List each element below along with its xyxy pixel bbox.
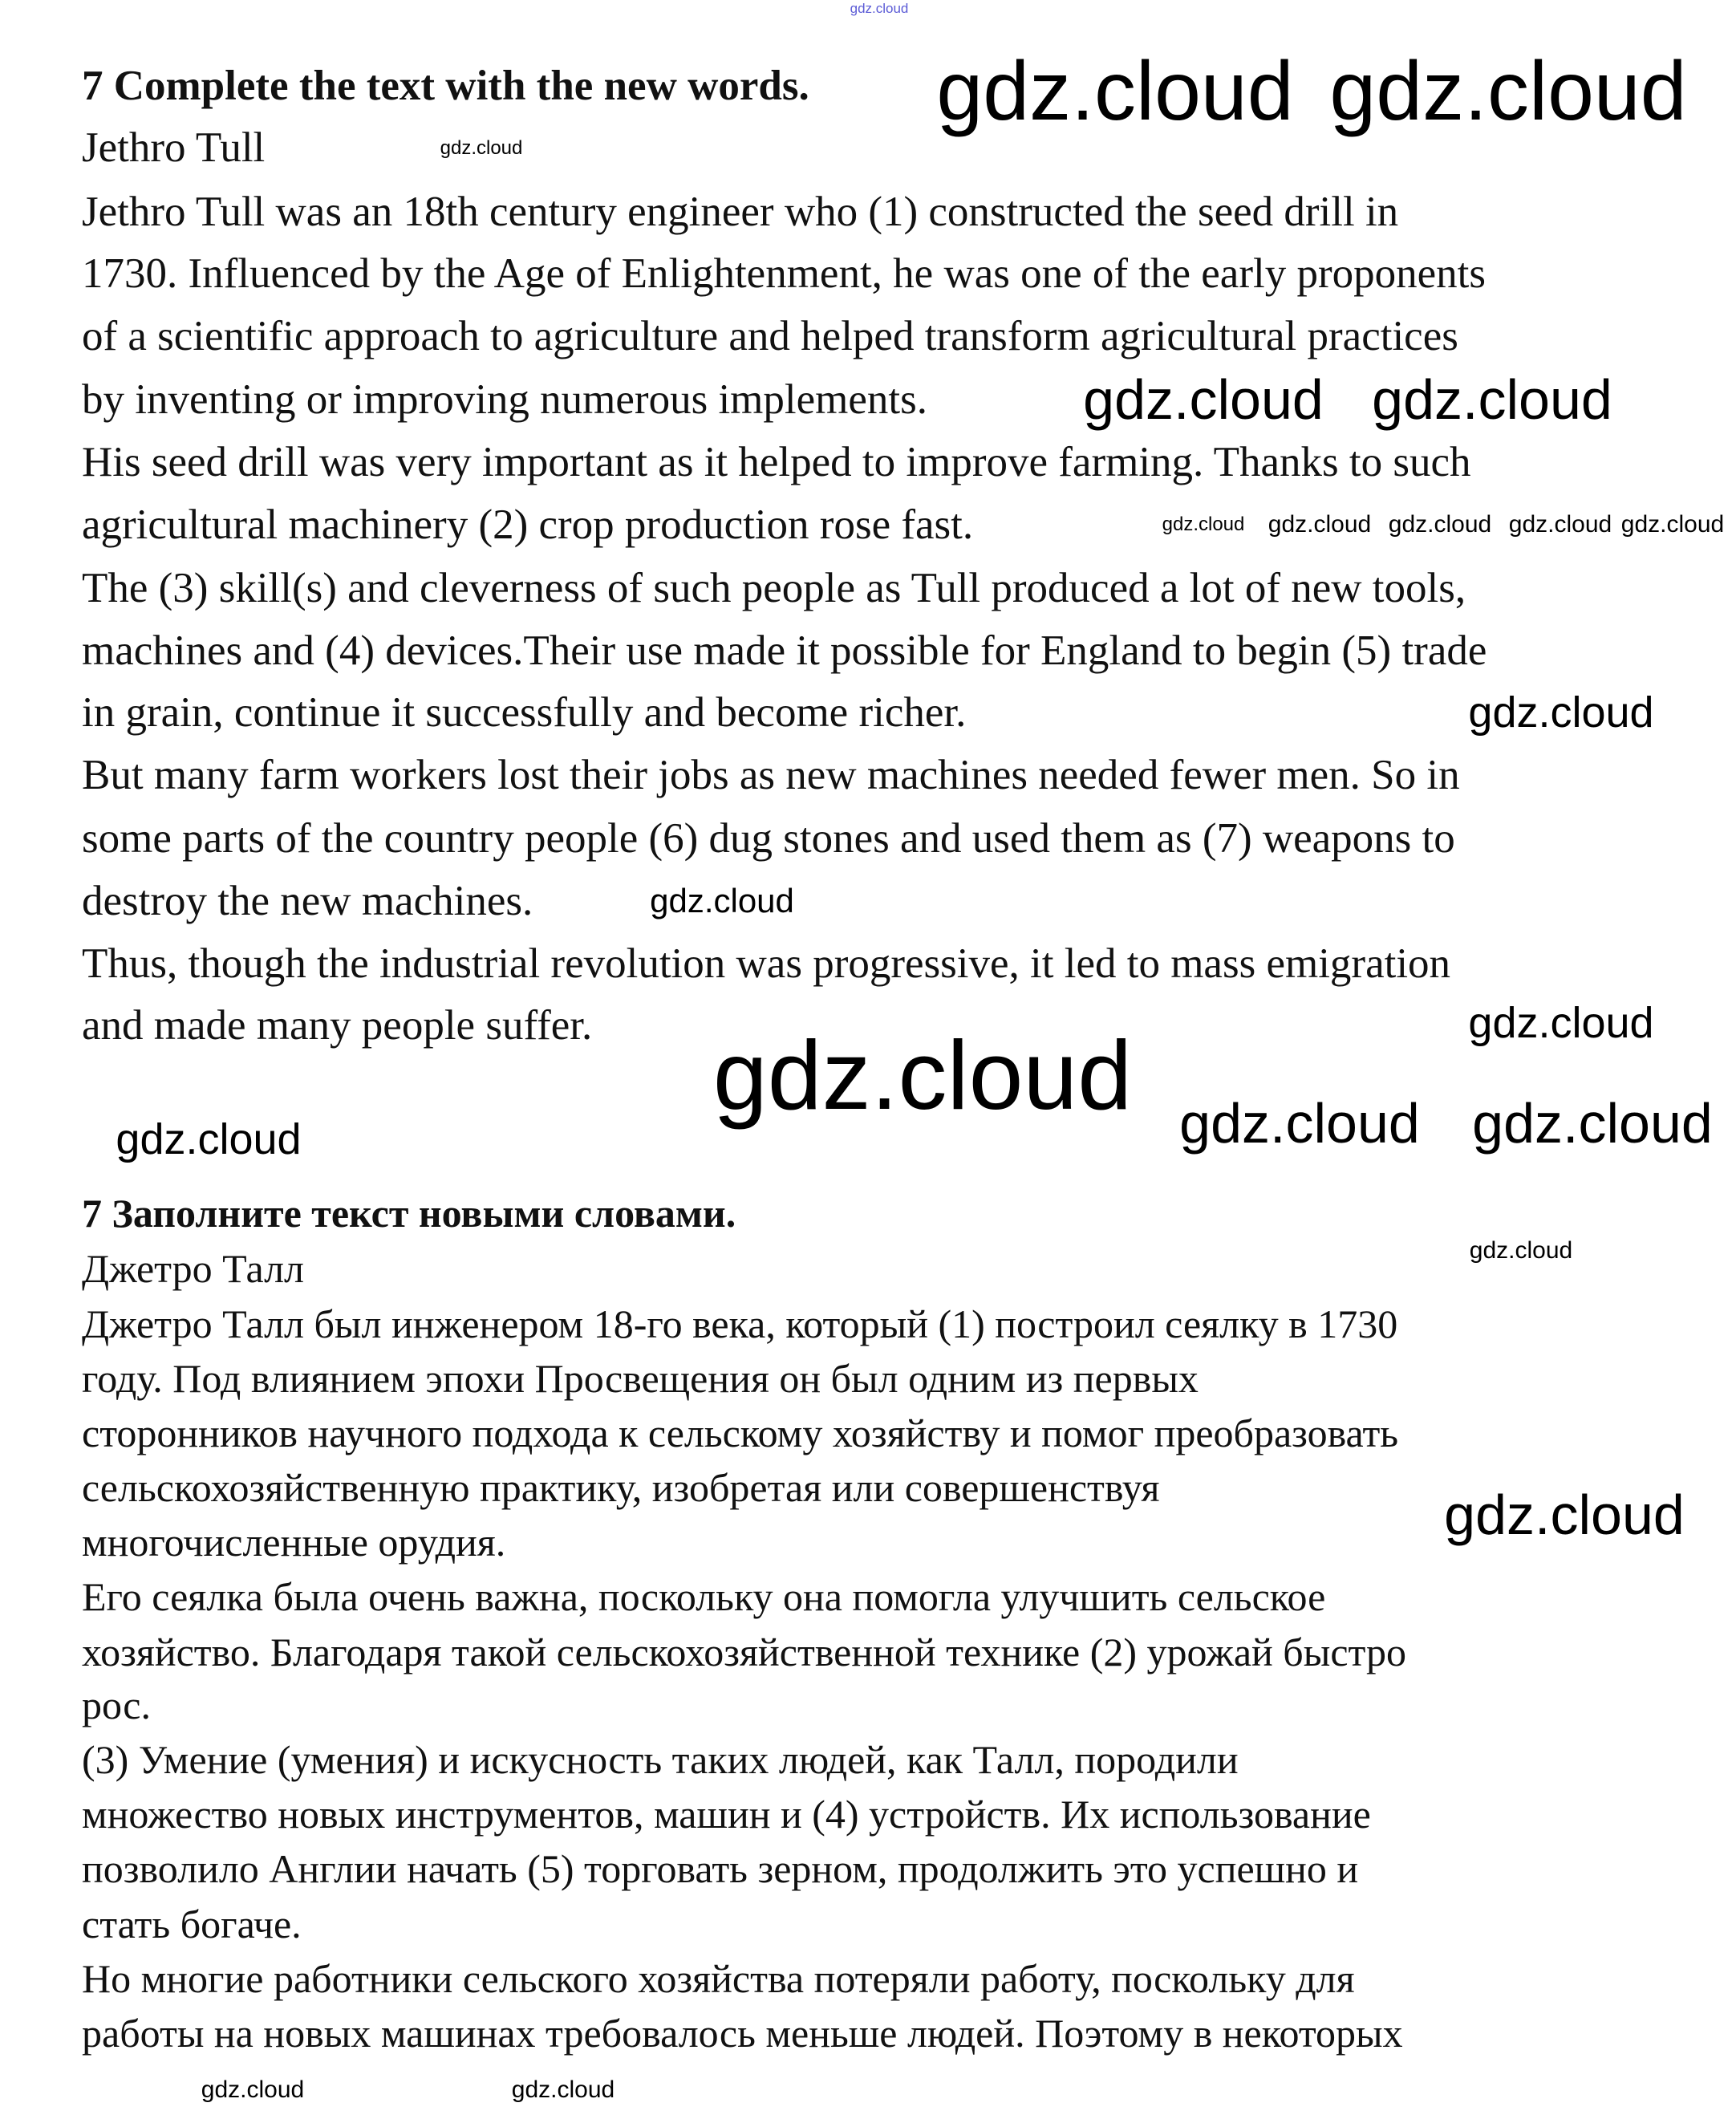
watermark: gdz.cloud bbox=[201, 2076, 305, 2103]
watermark: gdz.cloud bbox=[1444, 1483, 1685, 1546]
text-line: agricultural machinery (2) crop production rose fast. bbox=[82, 501, 974, 548]
text-line: позволило Англии начать (5) торговать зерном, продолжить это успешно и bbox=[82, 1846, 1359, 1891]
text-subtitle-en: Jethro Tull bbox=[82, 124, 266, 171]
watermark: gdz.cloud bbox=[1329, 45, 1687, 139]
watermark: gdz.cloud bbox=[712, 1020, 1133, 1130]
text-subtitle-ru: Джетро Талл bbox=[82, 1246, 304, 1291]
text-line: хозяйство. Благодаря такой сельскохозяйственной технике (2) урожай быстро bbox=[82, 1630, 1406, 1674]
text-line: of a scientific approach to agriculture and helped transform agricultural practices bbox=[82, 313, 1458, 359]
watermark: gdz.cloud bbox=[650, 881, 794, 919]
watermark: gdz.cloud bbox=[116, 1114, 302, 1163]
watermark: gdz.cloud bbox=[1372, 367, 1612, 431]
text-line: The (3) skill(s) and cleverness of such people as Tull produced a lot of new tools, bbox=[82, 565, 1466, 611]
text-line: in grain, continue it successfully and become richer. bbox=[82, 689, 967, 736]
text-line: Его сеялка была очень важна, поскольку она помогла улучшить сельское bbox=[82, 1574, 1326, 1619]
watermark: gdz.cloud bbox=[1179, 1091, 1420, 1155]
text-line: by inventing or improving numerous implements. bbox=[82, 376, 927, 423]
text-line: множество новых инструментов, машин и (4) устройств. Их использование bbox=[82, 1792, 1371, 1837]
watermark: gdz.cloud bbox=[440, 137, 523, 160]
watermark: gdz.cloud bbox=[1083, 367, 1324, 431]
watermark: gdz.cloud bbox=[1472, 1091, 1713, 1155]
text-line: Но многие работники сельского хозяйства потеряли работу, поскольку для bbox=[82, 1956, 1355, 2001]
watermark: gdz.cloud bbox=[1388, 510, 1492, 538]
watermark: gdz.cloud bbox=[850, 1, 909, 17]
watermark: gdz.cloud bbox=[936, 45, 1294, 139]
watermark: gdz.cloud bbox=[1268, 510, 1372, 538]
text-line: some parts of the country people (6) dug stones and used them as (7) weapons to bbox=[82, 815, 1455, 862]
text-line: and made many people suffer. bbox=[82, 1002, 593, 1049]
text-line: Thus, though the industrial revolution was progressive, it led to mass emigration bbox=[82, 940, 1451, 987]
text-line: многочисленные орудия. bbox=[82, 1520, 506, 1565]
watermark: gdz.cloud bbox=[511, 2076, 615, 2103]
text-line: сельскохозяйственную практику, изобретая или совершенствуя bbox=[82, 1465, 1160, 1510]
text-line: работы на новых машинах требовалось меньше людей. Поэтому в некоторых bbox=[82, 2011, 1403, 2056]
text-line: destroy the new machines. bbox=[82, 878, 533, 924]
exercise-title-ru: 7 Заполните текст новыми словами. bbox=[82, 1191, 736, 1236]
text-line: But many farm workers lost their jobs as new machines needed fewer men. So in bbox=[82, 752, 1460, 798]
text-line: рос. bbox=[82, 1683, 151, 1727]
text-line: machines and (4) devices.Their use made it possible for England to begin (5) trade bbox=[82, 627, 1487, 674]
text-line: His seed drill was very important as it helped to improve farming. Thanks to such bbox=[82, 439, 1471, 485]
text-line: году. Под влиянием эпохи Просвещения он был одним из первых bbox=[82, 1356, 1199, 1401]
text-line: (3) Умение (умения) и искусность таких людей, как Талл, породили bbox=[82, 1737, 1239, 1782]
text-line: 1730. Influenced by the Age of Enlightenment, he was one of the early proponents bbox=[82, 250, 1486, 297]
watermark: gdz.cloud bbox=[1468, 688, 1654, 737]
watermark: gdz.cloud bbox=[1620, 510, 1725, 538]
text-line: Jethro Tull was an 18th century engineer who (1) constructed the seed drill in bbox=[82, 189, 1399, 235]
watermark: gdz.cloud bbox=[1469, 1236, 1573, 1264]
text-line: Джетро Талл был инженером 18-го века, который (1) построил сеялку в 1730 bbox=[82, 1301, 1398, 1346]
watermark: gdz.cloud bbox=[1162, 514, 1245, 536]
text-line: стать богаче. bbox=[82, 1902, 302, 1946]
text-line: сторонников научного подхода к сельскому хозяйству и помог преобразовать bbox=[82, 1411, 1399, 1455]
exercise-title-en: 7 Complete the text with the new words. bbox=[82, 63, 809, 109]
watermark: gdz.cloud bbox=[1468, 998, 1654, 1047]
watermark: gdz.cloud bbox=[1508, 510, 1612, 538]
